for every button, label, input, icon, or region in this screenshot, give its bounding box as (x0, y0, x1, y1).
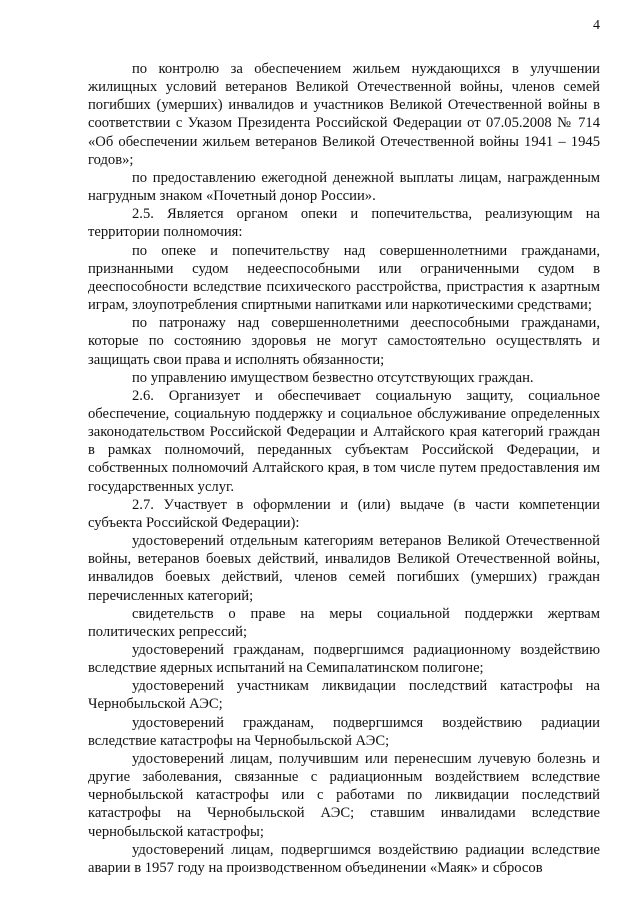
paragraph-mayak-certificates: удостоверений лицам, подвергшимся воздействию радиации вследствие аварии в 1957 году на производственном объединении «Маяк» и сбросов (88, 841, 600, 876)
paragraph-section-2-6: 2.6. Организует и обеспечивает социальную защиту, социальное обеспечение, социальную поддержку и социальное обслуживание определенных законодательством Российской Федерации и Алтайского края категорий граждан в рамках полномочий, переданных субъектам Российской Федерации, и собственных полномочий Алтайского края, в том числе путем предоставления им государственных услуг. (88, 387, 600, 495)
paragraph-chernobyl-exposure-certificates: удостоверений гражданам, подвергшимся воздействию радиации вследствие катастрофы на Чернобыльской АЭС; (88, 714, 600, 749)
paragraph-section-2-7: 2.7. Участвует в оформлении и (или) выдаче (в части компетенции субъекта Российской Федерации): (88, 496, 600, 531)
paragraph-property-management: по управлению имуществом безвестно отсутствующих граждан. (132, 369, 534, 386)
document-body (88, 60, 600, 877)
paragraph-radiation-illness-certificates: удостоверений лицам, получившим или перенесшим лучевую болезнь и другие заболевания, связанные с радиационным воздействием вследствие чернобыльской катастрофы или с работами по ликвидации последствий катастрофы на Чернобыльской АЭС; ставшим инвалидами вследствие чернобыльской катастрофы; (88, 750, 600, 840)
paragraph-liquidator-certificates: удостоверений участникам ликвидации последствий катастрофы на Чернобыльской АЭС; (88, 678, 600, 713)
paragraph-semipalatinsk-certificates: удостоверений гражданам, подвергшимся радиационному воздействию вследствие ядерных испытаний на Семипалатинском полигоне; (88, 642, 600, 677)
paragraph-section-2-5: 2.5. Является органом опеки и попечительства, реализующим на территории полномочия: (88, 206, 600, 241)
paragraph-guardianship: по опеке и попечительству над совершеннолетними гражданами, признанными судом недееспособными или ограниченными судом в дееспособности вследствие психического расстройства, пристрастия к азартным играм, злоупотребления спиртными напитками или наркотическими средствами; (88, 242, 600, 314)
paragraph-housing-control: по контролю за обеспечением жильем нуждающихся в улучшении жилищных условий ветеранов Великой Отечественной войны, членов семей погибших (умерших) инвалидов и участников Великой Отечественной войны в соответствии с Указом Президента Российской Федерации от 07.05.2008 № 714 «Об обеспечении жильем ветеранов Великой Отечественной войны 1941 – 1945 годов»; (88, 61, 600, 168)
page-number: 4 (593, 18, 600, 33)
paragraph-donor-payment: по предоставлению ежегодной денежной выплаты лицам, награжденным нагрудным знаком «Почетный донор России». (88, 169, 600, 205)
paragraph-veteran-certificates: удостоверений отдельным категориям ветеранов Великой Отечественной войны, ветеранов боевых действий, инвалидов Великой Отечественной войны, инвалидов боевых действий, членов семей погибших (умерших) граждан перечисленных категорий; (88, 533, 600, 604)
paragraph-patronage: по патронажу над совершеннолетними дееспособными гражданами, которые по состоянию здоровья не могут самостоятельно осуществлять и защищать свои права и исполнять обязанности; (88, 315, 600, 368)
paragraph-repression-certificates: свидетельств о праве на меры социальной поддержки жертвам политических репрессий; (88, 605, 600, 640)
